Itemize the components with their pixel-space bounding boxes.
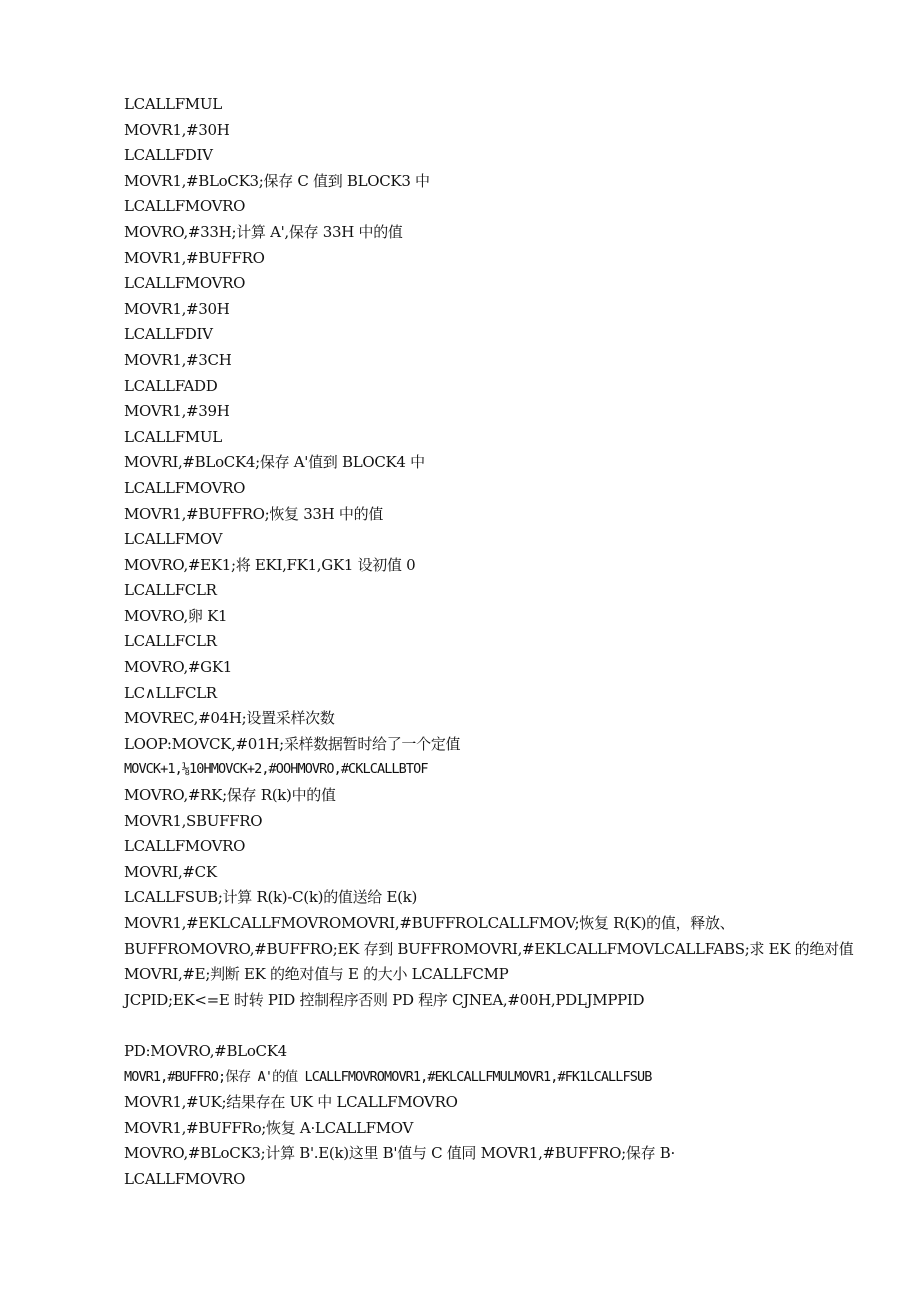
code-line: LCALLFMUL bbox=[124, 95, 222, 113]
code-line: MOVR1,#BLoCK3;保存 C 值到 BLOCK3 中 bbox=[124, 171, 430, 190]
code-line: MOVRO,#GK1 bbox=[124, 658, 233, 677]
code-line: MOVRO,#EK1;将 EKI,FK1,GK1 设初值 0 bbox=[124, 555, 416, 574]
assembly-code-listing bbox=[124, 92, 884, 1193]
code-line: MOVR1,#BUFFRO;保存 A'的值 LCALLFMOVROMOVR1,#EKLCALLFMULMOVR1,#FK1LCALLFSUB bbox=[124, 1068, 652, 1085]
code-line: BUFFROMOVRO,#BUFFRO;EK 存到 BUFFROMOVRI,#EKLCALLFMOVLCALLFABS;求 EK 的绝对值 bbox=[124, 939, 854, 958]
code-line: MOVRI,#CK bbox=[124, 862, 217, 881]
code-line: JCPID;EK<=E 时转 PID 控制程序否则 PD 程序 CJNEA,#00H,PDLJMPPID bbox=[124, 990, 645, 1009]
code-line: MOVRO,卵 K1 bbox=[124, 606, 228, 625]
blank-line bbox=[124, 1013, 884, 1039]
code-line: LC∧LLFCLR bbox=[124, 683, 217, 702]
code-line: MOVRO,#RK;保存 R(k)中的值 bbox=[124, 786, 336, 805]
code-line: PD:MOVRO,#BLoCK4 bbox=[124, 1041, 287, 1060]
code-line: LCALLFMUL bbox=[124, 427, 222, 446]
code-line: LCALLFMOVRO bbox=[124, 478, 246, 497]
code-line: MOVR1,#BUFFRO;恢复 33H 中的值 bbox=[124, 504, 384, 523]
code-line: LCALLFMOVRO bbox=[124, 1169, 246, 1188]
code-line: LCALLFCLR bbox=[124, 581, 217, 600]
code-line: MOVRI,#E;判断 EK 的绝对值与 E 的大小 LCALLFCMP bbox=[124, 965, 509, 984]
code-line: MOVRO,#BLoCK3;计算 B'.E(k)这里 B'值与 C 值同 MOVR1,#BUFFRO;保存 B· bbox=[124, 1144, 675, 1163]
code-line: LOOP:MOVCK,#01H;采样数据暂时给了一个定值 bbox=[124, 734, 461, 753]
code-line: MOVR1,#30H bbox=[124, 299, 230, 318]
code-line: LCALLFCLR bbox=[124, 632, 217, 651]
code-line: MOVRO,#33H;计算 A',保存 33H 中的值 bbox=[124, 222, 403, 241]
code-line: MOVR1,#3CH bbox=[124, 350, 232, 369]
code-line: MOVREC,#04H;设置采样次数 bbox=[124, 709, 335, 728]
code-line: LCALLFMOVRO bbox=[124, 197, 246, 216]
code-line: MOVR1,#UK;结果存在 UK 中 LCALLFMOVRO bbox=[124, 1093, 458, 1112]
code-line: LCALLFMOVRO bbox=[124, 274, 246, 293]
code-line: MOVR1,#EKLCALLFMOVROMOVRI,#BUFFROLCALLFMOV;恢复 R(K)的值，释放、 bbox=[124, 914, 735, 932]
code-line: MOVR1,SBUFFRO bbox=[124, 811, 263, 830]
code-line: MOVR1,#39H bbox=[124, 402, 230, 421]
code-line: MOVR1,#30H bbox=[124, 120, 230, 139]
code-line: LCALLFMOV bbox=[124, 530, 223, 549]
code-line: LCALLFMOVRO bbox=[124, 837, 246, 856]
code-line: MOVCK+1,⅛10HMOVCK+2,#OOHMOVRO,#CKLCALLBTOF bbox=[124, 761, 428, 778]
code-line: LCALLFDIV bbox=[124, 146, 213, 165]
code-line: LCALLFSUB;计算 R(k)-C(k)的值送给 E(k) bbox=[124, 888, 418, 907]
code-line: MOVR1,#BUFFRO bbox=[124, 248, 265, 267]
code-line: LCALLFADD bbox=[124, 376, 218, 395]
code-line: MOVR1,#BUFFRo;恢复 A·LCALLFMOV bbox=[124, 1118, 414, 1137]
code-line: LCALLFDIV bbox=[124, 325, 213, 344]
code-line: MOVRI,#BLoCK4;保存 A'值到 BLOCK4 中 bbox=[124, 453, 425, 472]
